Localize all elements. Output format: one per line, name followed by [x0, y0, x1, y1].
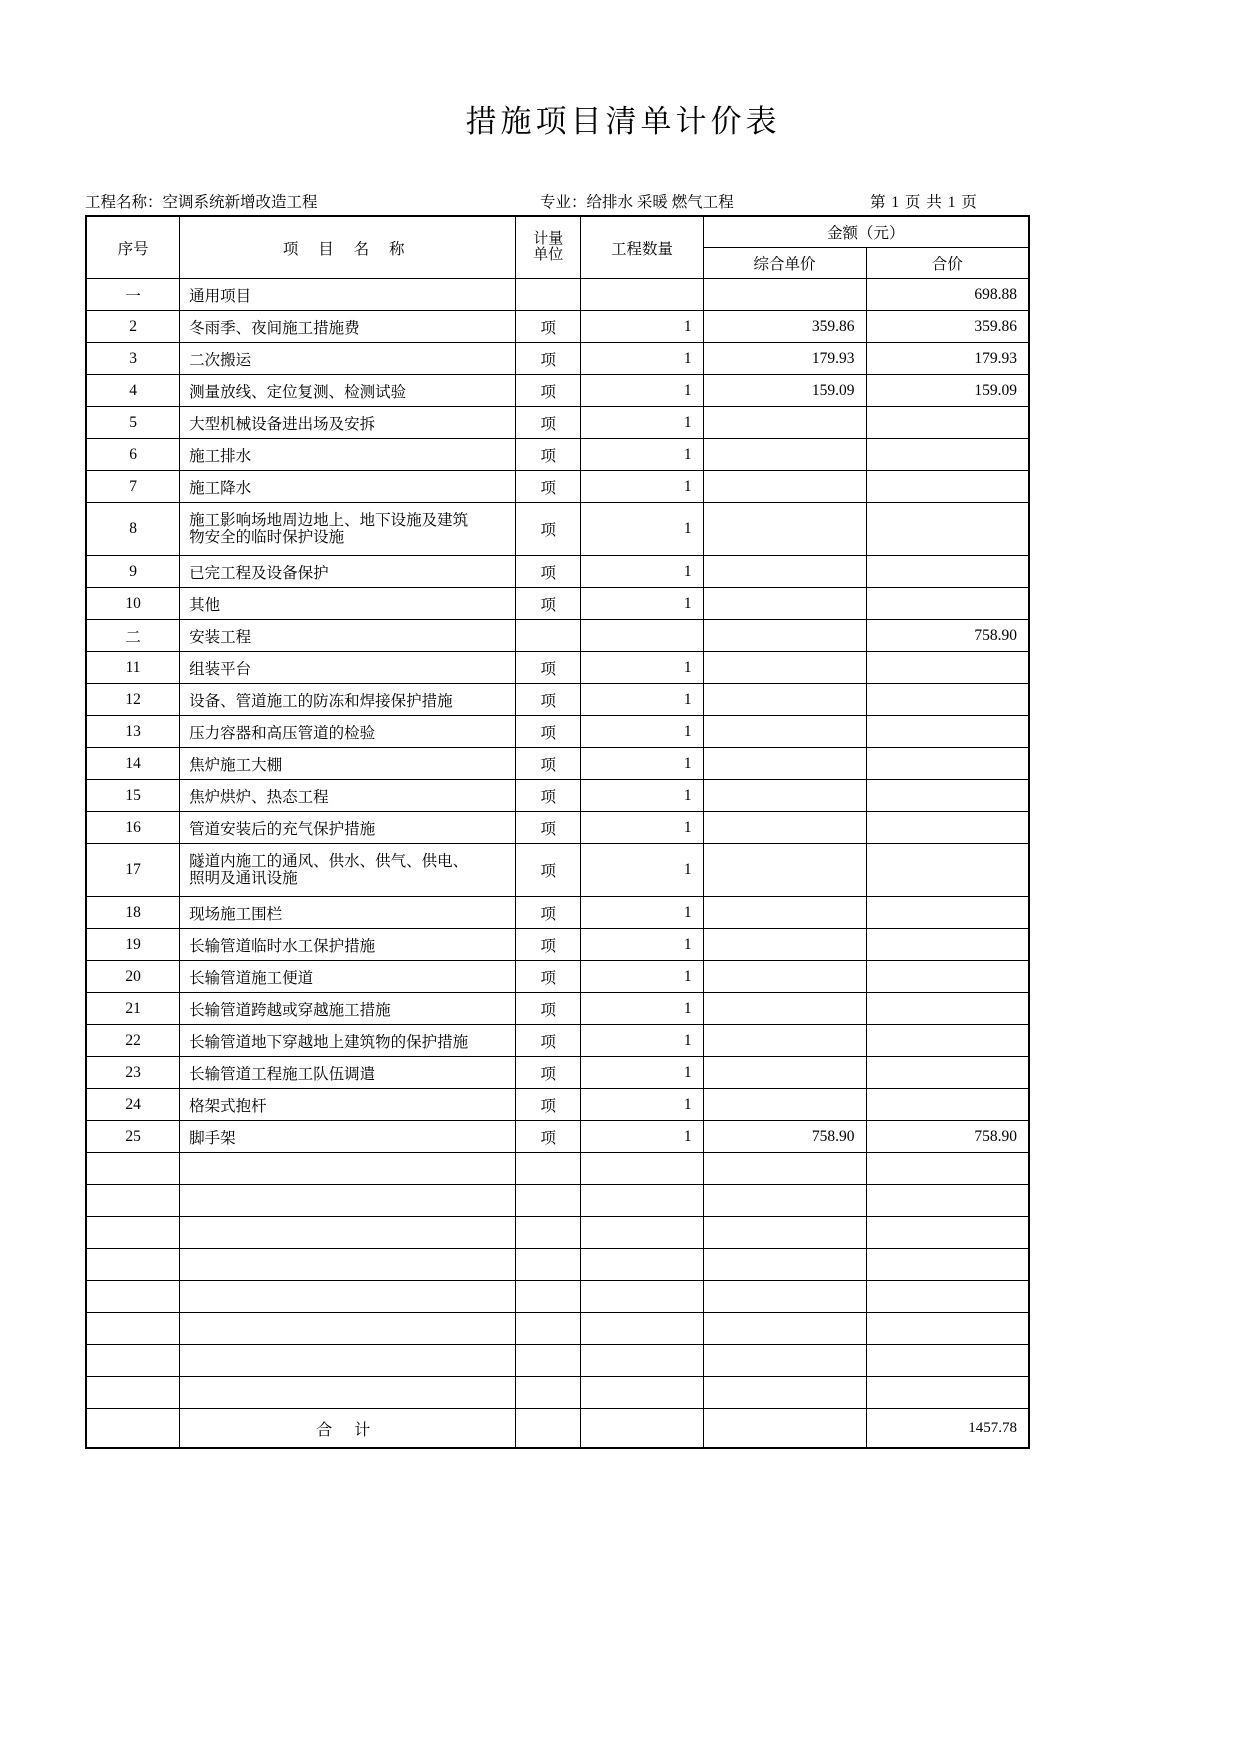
row-unit-price-cell — [703, 1249, 866, 1281]
row-quantity-cell: 1 — [581, 1089, 703, 1121]
row-unit-price-cell: 179.93 — [703, 343, 866, 375]
row-total-price-cell — [866, 897, 1029, 929]
row-unit-cell: 项 — [516, 780, 581, 812]
row-unit-price-cell — [703, 279, 866, 311]
row-total-price-cell — [866, 748, 1029, 780]
row-total-price-cell — [866, 812, 1029, 844]
row-name-cell: 设备、管道施工的防冻和焊接保护措施 — [180, 684, 516, 716]
row-total-price-cell — [866, 556, 1029, 588]
row-name-cell — [180, 1185, 516, 1217]
row-name-cell: 二次搬运 — [180, 343, 516, 375]
row-unit-cell: 项 — [516, 993, 581, 1025]
row-total-price-cell — [866, 1089, 1029, 1121]
row-name-cell: 组装平台 — [180, 652, 516, 684]
row-unit-price-cell — [703, 407, 866, 439]
row-name-line2: 照明及通讯设施 — [189, 870, 298, 887]
measure-item-price-table — [85, 215, 1030, 1449]
row-unit-cell: 项 — [516, 748, 581, 780]
project-name-label: 工程名称： — [85, 194, 163, 211]
row-total-price-cell — [866, 1345, 1029, 1377]
row-name-cell: 通用项目 — [180, 279, 516, 311]
row-unit-price-cell — [703, 993, 866, 1025]
row-no-cell: 13 — [86, 716, 180, 748]
row-name-cell — [180, 1281, 516, 1313]
row-unit-cell: 项 — [516, 716, 581, 748]
row-unit-price-cell — [703, 1153, 866, 1185]
row-no-cell — [86, 1153, 180, 1185]
row-unit-cell: 项 — [516, 929, 581, 961]
table-row — [86, 279, 1029, 311]
row-total-price-cell — [866, 503, 1029, 556]
row-quantity-cell: 1 — [581, 556, 703, 588]
specialty-label: 专业： — [540, 194, 587, 211]
row-no-cell: 17 — [86, 844, 180, 897]
table-body — [86, 279, 1029, 1409]
row-total-price-cell — [866, 716, 1029, 748]
row-name-cell: 现场施工围栏 — [180, 897, 516, 929]
column-header-name: 项 目 名 称 — [180, 216, 516, 279]
row-quantity-cell — [581, 1249, 703, 1281]
row-unit-cell: 项 — [516, 556, 581, 588]
row-total-price-cell: 359.86 — [866, 311, 1029, 343]
row-unit-cell: 项 — [516, 343, 581, 375]
column-header-unit — [516, 216, 581, 279]
table-row — [86, 503, 1029, 556]
table-row — [86, 620, 1029, 652]
row-unit-price-cell: 758.90 — [703, 1121, 866, 1153]
page-number-info: 第 1 页 共 1 页 — [870, 194, 978, 211]
table-footer — [86, 1409, 1029, 1449]
table-row — [86, 961, 1029, 993]
row-name-cell: 施工排水 — [180, 439, 516, 471]
total-row-unit-price — [703, 1409, 866, 1449]
table-row — [86, 652, 1029, 684]
row-quantity-cell: 1 — [581, 897, 703, 929]
row-quantity-cell — [581, 1377, 703, 1409]
row-quantity-cell: 1 — [581, 993, 703, 1025]
table-row — [86, 897, 1029, 929]
row-quantity-cell: 1 — [581, 652, 703, 684]
row-unit-cell: 项 — [516, 503, 581, 556]
row-total-price-cell — [866, 1217, 1029, 1249]
row-unit-price-cell — [703, 439, 866, 471]
table-row — [86, 471, 1029, 503]
row-no-cell: 5 — [86, 407, 180, 439]
table-row-empty — [86, 1185, 1029, 1217]
row-total-price-cell — [866, 1249, 1029, 1281]
row-no-cell — [86, 1313, 180, 1345]
table-row — [86, 588, 1029, 620]
row-unit-cell — [516, 1313, 581, 1345]
project-name-value: 空调系统新增改造工程 — [162, 194, 318, 211]
table-row — [86, 1089, 1029, 1121]
row-no-cell: 4 — [86, 375, 180, 407]
row-name-cell — [180, 503, 516, 556]
table-row — [86, 812, 1029, 844]
row-no-cell: 21 — [86, 993, 180, 1025]
row-quantity-cell — [581, 1345, 703, 1377]
total-row-label: 合 计 — [180, 1409, 516, 1449]
row-unit-cell: 项 — [516, 407, 581, 439]
row-no-cell — [86, 1281, 180, 1313]
row-quantity-cell: 1 — [581, 311, 703, 343]
row-unit-cell: 项 — [516, 311, 581, 343]
row-unit-price-cell — [703, 812, 866, 844]
total-row-total-price: 1457.78 — [866, 1409, 1029, 1449]
row-no-cell: 25 — [86, 1121, 180, 1153]
row-total-price-cell — [866, 588, 1029, 620]
row-unit-cell: 项 — [516, 684, 581, 716]
row-unit-cell — [516, 1185, 581, 1217]
total-row-quantity — [581, 1409, 703, 1449]
table-row-empty — [86, 1281, 1029, 1313]
row-unit-price-cell — [703, 961, 866, 993]
row-quantity-cell: 1 — [581, 812, 703, 844]
row-name-cell: 冬雨季、夜间施工措施费 — [180, 311, 516, 343]
row-name-cell: 长输管道跨越或穿越施工措施 — [180, 993, 516, 1025]
row-unit-cell: 项 — [516, 471, 581, 503]
total-row-no — [86, 1409, 180, 1449]
row-name-cell: 管道安装后的充气保护措施 — [180, 812, 516, 844]
row-unit-price-cell — [703, 1185, 866, 1217]
row-name-line1: 隧道内施工的通风、供水、供气、供电、 — [189, 852, 469, 870]
row-unit-cell: 项 — [516, 1089, 581, 1121]
row-total-price-cell — [866, 471, 1029, 503]
row-unit-price-cell — [703, 1025, 866, 1057]
row-unit-cell: 项 — [516, 844, 581, 897]
row-unit-cell — [516, 279, 581, 311]
row-no-cell: 10 — [86, 588, 180, 620]
row-name-cell — [180, 1249, 516, 1281]
row-unit-price-cell — [703, 897, 866, 929]
row-name-cell: 长输管道地下穿越地上建筑物的保护措施 — [180, 1025, 516, 1057]
row-quantity-cell: 1 — [581, 961, 703, 993]
row-quantity-cell — [581, 1153, 703, 1185]
row-unit-price-cell — [703, 1281, 866, 1313]
table-row-empty — [86, 1153, 1029, 1185]
row-quantity-cell: 1 — [581, 748, 703, 780]
specialty-value: 给排水 采暖 燃气工程 — [586, 194, 734, 211]
row-unit-price-cell — [703, 1217, 866, 1249]
row-total-price-cell: 758.90 — [866, 1121, 1029, 1153]
table-row — [86, 439, 1029, 471]
row-name-cell: 长输管道临时水工保护措施 — [180, 929, 516, 961]
row-quantity-cell — [581, 279, 703, 311]
row-name-cell: 格架式抱杆 — [180, 1089, 516, 1121]
row-unit-price-cell — [703, 844, 866, 897]
row-no-cell — [86, 1217, 180, 1249]
row-unit-price-cell — [703, 1377, 866, 1409]
row-no-cell: 8 — [86, 503, 180, 556]
row-unit-price-cell — [703, 1089, 866, 1121]
row-quantity-cell — [581, 620, 703, 652]
row-unit-price-cell: 159.09 — [703, 375, 866, 407]
row-unit-price-cell — [703, 1345, 866, 1377]
column-header-unit-price: 综合单价 — [703, 248, 866, 279]
row-unit-price-cell — [703, 1313, 866, 1345]
table-row — [86, 780, 1029, 812]
row-unit-cell: 项 — [516, 1057, 581, 1089]
column-header-amount: 金额（元） — [703, 216, 1029, 248]
row-quantity-cell: 1 — [581, 684, 703, 716]
table-row — [86, 375, 1029, 407]
row-no-cell: 6 — [86, 439, 180, 471]
row-unit-price-cell — [703, 503, 866, 556]
row-total-price-cell — [866, 439, 1029, 471]
table-row — [86, 929, 1029, 961]
row-total-price-cell — [866, 993, 1029, 1025]
table-row — [86, 343, 1029, 375]
row-name-cell: 施工降水 — [180, 471, 516, 503]
row-total-price-cell — [866, 1313, 1029, 1345]
row-quantity-cell: 1 — [581, 1025, 703, 1057]
row-unit-price-cell — [703, 1057, 866, 1089]
row-name-cell: 其他 — [180, 588, 516, 620]
row-unit-price-cell — [703, 929, 866, 961]
row-total-price-cell — [866, 961, 1029, 993]
row-quantity-cell: 1 — [581, 588, 703, 620]
table-row-empty — [86, 1313, 1029, 1345]
row-unit-cell — [516, 620, 581, 652]
row-name-cell — [180, 1345, 516, 1377]
row-unit-cell: 项 — [516, 652, 581, 684]
row-quantity-cell — [581, 1313, 703, 1345]
row-name-line2: 物安全的临时保护设施 — [189, 529, 345, 546]
row-no-cell: 7 — [86, 471, 180, 503]
row-unit-price-cell — [703, 620, 866, 652]
row-name-cell: 安装工程 — [180, 620, 516, 652]
row-unit-cell — [516, 1281, 581, 1313]
table-row — [86, 556, 1029, 588]
row-no-cell: 3 — [86, 343, 180, 375]
row-no-cell: 2 — [86, 311, 180, 343]
row-no-cell — [86, 1249, 180, 1281]
row-no-cell: 22 — [86, 1025, 180, 1057]
table-row — [86, 407, 1029, 439]
row-no-cell: 14 — [86, 748, 180, 780]
row-name-cell — [180, 844, 516, 897]
row-unit-cell — [516, 1345, 581, 1377]
table-row — [86, 1121, 1029, 1153]
row-unit-cell: 项 — [516, 588, 581, 620]
row-total-price-cell: 698.88 — [866, 279, 1029, 311]
row-unit-cell: 项 — [516, 961, 581, 993]
project-name-field — [85, 190, 318, 212]
row-name-line1: 施工影响场地周边地上、地下设施及建筑 — [189, 511, 469, 529]
row-unit-price-cell — [703, 716, 866, 748]
row-name-cell — [180, 1217, 516, 1249]
row-no-cell: 二 — [86, 620, 180, 652]
row-name-cell: 长输管道施工便道 — [180, 961, 516, 993]
row-name-cell: 压力容器和高压管道的检验 — [180, 716, 516, 748]
row-name-cell: 长输管道工程施工队伍调遣 — [180, 1057, 516, 1089]
row-unit-cell — [516, 1217, 581, 1249]
row-no-cell: 23 — [86, 1057, 180, 1089]
row-no-cell: 12 — [86, 684, 180, 716]
row-quantity-cell: 1 — [581, 439, 703, 471]
row-no-cell: 24 — [86, 1089, 180, 1121]
row-unit-cell: 项 — [516, 897, 581, 929]
row-total-price-cell: 179.93 — [866, 343, 1029, 375]
row-name-cell: 焦炉施工大棚 — [180, 748, 516, 780]
table-row — [86, 716, 1029, 748]
table-header-row-1 — [86, 216, 1029, 248]
table-row-empty — [86, 1345, 1029, 1377]
row-no-cell — [86, 1185, 180, 1217]
column-header-unit-line2: 单位 — [533, 246, 564, 263]
table-row — [86, 1057, 1029, 1089]
row-unit-price-cell — [703, 748, 866, 780]
row-no-cell: 一 — [86, 279, 180, 311]
row-unit-cell — [516, 1249, 581, 1281]
row-quantity-cell: 1 — [581, 844, 703, 897]
row-no-cell — [86, 1345, 180, 1377]
column-header-total-price: 合价 — [866, 248, 1029, 279]
row-unit-cell: 项 — [516, 439, 581, 471]
row-quantity-cell: 1 — [581, 343, 703, 375]
row-total-price-cell — [866, 780, 1029, 812]
table-row-empty — [86, 1249, 1029, 1281]
table-row — [86, 993, 1029, 1025]
row-unit-cell — [516, 1377, 581, 1409]
row-name-cell — [180, 1377, 516, 1409]
row-unit-price-cell — [703, 556, 866, 588]
row-total-price-cell — [866, 407, 1029, 439]
document-info-row — [85, 190, 1030, 212]
row-total-price-cell — [866, 929, 1029, 961]
total-row-unit — [516, 1409, 581, 1449]
row-no-cell — [86, 1377, 180, 1409]
row-total-price-cell — [866, 1281, 1029, 1313]
row-name-cell: 脚手架 — [180, 1121, 516, 1153]
row-name-cell: 大型机械设备进出场及安拆 — [180, 407, 516, 439]
row-total-price-cell — [866, 652, 1029, 684]
row-name-cell: 焦炉烘炉、热态工程 — [180, 780, 516, 812]
row-total-price-cell — [866, 844, 1029, 897]
row-quantity-cell: 1 — [581, 780, 703, 812]
row-quantity-cell — [581, 1185, 703, 1217]
row-name-cell — [180, 1153, 516, 1185]
row-quantity-cell: 1 — [581, 929, 703, 961]
row-unit-cell: 项 — [516, 1121, 581, 1153]
row-name-cell: 测量放线、定位复测、检测试验 — [180, 375, 516, 407]
row-quantity-cell — [581, 1281, 703, 1313]
row-quantity-cell: 1 — [581, 375, 703, 407]
row-unit-price-cell — [703, 780, 866, 812]
row-unit-cell — [516, 1153, 581, 1185]
row-unit-price-cell — [703, 471, 866, 503]
row-no-cell: 20 — [86, 961, 180, 993]
table-header — [86, 216, 1029, 279]
row-total-price-cell — [866, 684, 1029, 716]
table-row — [86, 684, 1029, 716]
row-no-cell: 18 — [86, 897, 180, 929]
row-quantity-cell: 1 — [581, 503, 703, 556]
row-unit-price-cell: 359.86 — [703, 311, 866, 343]
row-unit-cell: 项 — [516, 1025, 581, 1057]
specialty-field — [540, 190, 734, 212]
row-no-cell: 9 — [86, 556, 180, 588]
row-name-cell: 已完工程及设备保护 — [180, 556, 516, 588]
row-no-cell: 11 — [86, 652, 180, 684]
table-row — [86, 1025, 1029, 1057]
column-header-quantity: 工程数量 — [581, 216, 703, 279]
row-total-price-cell — [866, 1025, 1029, 1057]
row-unit-price-cell — [703, 684, 866, 716]
row-no-cell: 19 — [86, 929, 180, 961]
row-unit-price-cell — [703, 588, 866, 620]
page-title: 措施项目清单计价表 — [465, 104, 781, 139]
row-unit-cell: 项 — [516, 812, 581, 844]
row-quantity-cell — [581, 1217, 703, 1249]
row-total-price-cell — [866, 1153, 1029, 1185]
row-quantity-cell: 1 — [581, 1057, 703, 1089]
row-no-cell: 16 — [86, 812, 180, 844]
row-unit-cell: 项 — [516, 375, 581, 407]
row-unit-price-cell — [703, 652, 866, 684]
table-row-empty — [86, 1217, 1029, 1249]
row-quantity-cell: 1 — [581, 471, 703, 503]
row-total-price-cell — [866, 1057, 1029, 1089]
row-no-cell: 15 — [86, 780, 180, 812]
table-row-empty — [86, 1377, 1029, 1409]
table-row — [86, 311, 1029, 343]
row-total-price-cell — [866, 1185, 1029, 1217]
column-header-no: 序号 — [86, 216, 180, 279]
row-quantity-cell: 1 — [581, 1121, 703, 1153]
row-total-price-cell — [866, 1377, 1029, 1409]
total-row — [86, 1409, 1029, 1449]
table-row — [86, 748, 1029, 780]
row-quantity-cell: 1 — [581, 407, 703, 439]
row-total-price-cell: 159.09 — [866, 375, 1029, 407]
row-quantity-cell: 1 — [581, 716, 703, 748]
column-header-unit-line1: 计量 — [533, 230, 564, 247]
row-total-price-cell: 758.90 — [866, 620, 1029, 652]
table-row — [86, 844, 1029, 897]
row-name-cell — [180, 1313, 516, 1345]
